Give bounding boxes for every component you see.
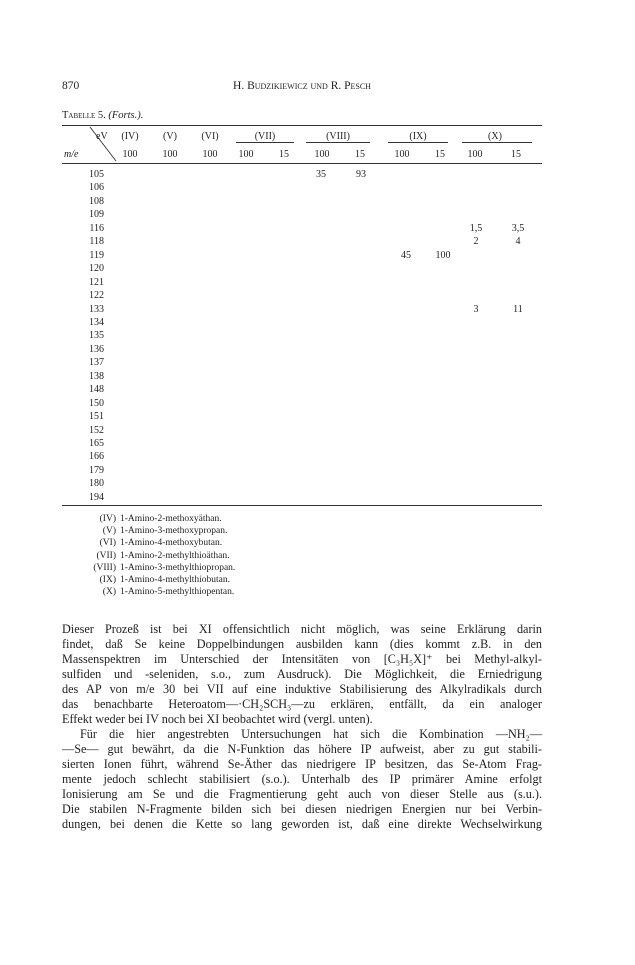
- corner-mle-label: m/e: [64, 149, 79, 160]
- body-line: —Se— gut bewährt, da die N-Funktion das höhere IP aufweist, aber zu gut stabili-: [62, 742, 542, 756]
- group-rule-x: [462, 142, 532, 143]
- mz-label: 118: [89, 236, 104, 248]
- col-compound-vi: (VI): [201, 131, 219, 142]
- mz-label: 105: [89, 169, 104, 180]
- col-compound-vii: (VII): [254, 131, 276, 142]
- table-cell: 93: [356, 169, 366, 180]
- body-line: Ionisierung am Se und die Fragmentierung geht auch von dieser Stelle aus (s.u.).: [62, 787, 542, 801]
- page-header: [62, 80, 542, 96]
- legend-name: 1-Amino-2-methylthioäthan.: [120, 550, 230, 561]
- col-ev-x-15: 15: [511, 149, 521, 160]
- mz-label: 166: [89, 451, 104, 463]
- legend-row: [62, 550, 362, 562]
- body-line: des AP von m/e 30 bei VII auf eine induktive Stabilisierung des Alkylradikals durch: [62, 682, 542, 696]
- mz-label: 109: [89, 209, 104, 221]
- mz-label: 150: [89, 397, 104, 409]
- col-compound-x: (X): [488, 131, 502, 142]
- mz-label: 148: [89, 384, 104, 396]
- col-ev-vii-100: 100: [238, 149, 254, 160]
- mz-label: 135: [89, 330, 104, 342]
- legend-name: 1-Amino-4-methylthiobutan.: [120, 574, 231, 585]
- legend-name: 1-Amino-5-methylthiopentan.: [120, 587, 235, 598]
- body-line: dungen, bei denen die Kette so lang geworden ist, daß eine direkte Wechselwirkung: [62, 817, 542, 831]
- table-cell: 3: [473, 303, 479, 315]
- mz-label: 120: [89, 263, 104, 275]
- legend-row: [62, 537, 362, 549]
- body-line: Die stabilen N-Fragmente bilden sich bei diesen niedrigen Energien nur bei Verbin-: [62, 802, 542, 816]
- mz-label: 137: [89, 357, 104, 369]
- legend-name: 1-Amino-3-methylthiopropan.: [120, 562, 236, 573]
- body-line: mente jedoch schlecht stabilisiert (s.o.). Unterhalb des IP primärer Amine erfolgt: [62, 772, 542, 786]
- table-cell: 3,5: [511, 222, 525, 234]
- corner-ev-label: eV: [96, 131, 108, 142]
- legend-name: 1-Amino-2-methoxyäthan.: [120, 514, 222, 524]
- mz-label: 133: [89, 303, 104, 315]
- legend-name: 1-Amino-3-methoxypropan.: [120, 526, 228, 537]
- mz-label: 116: [89, 222, 104, 234]
- col-ev-v: 100: [162, 149, 178, 160]
- col-ev-ix-100: 100: [394, 149, 410, 160]
- table-caption-suffix: (Forts.).: [108, 110, 144, 121]
- mz-label: 134: [89, 316, 104, 328]
- mz-label: 119: [89, 249, 104, 261]
- mz-label: 136: [89, 343, 104, 355]
- legend-row: [62, 525, 362, 537]
- body-line: sulfiden und -seleniden, s.o., zum Ausdruck). Die Möglichkeit, die Erniedrigung: [62, 667, 542, 681]
- col-ev-x-100: 100: [467, 149, 483, 160]
- col-compound-ix: (IX): [409, 131, 427, 142]
- table-cell: 100: [435, 249, 451, 261]
- legend-row: [62, 562, 362, 574]
- legend-row: [62, 586, 362, 598]
- table-top-rule: [62, 125, 542, 126]
- legend-code: (IV): [99, 514, 116, 524]
- mz-label: 121: [89, 276, 104, 288]
- table-caption-label: Tabelle 5.: [62, 110, 106, 121]
- table-cell: 45: [401, 249, 411, 261]
- body-line: sierten Ionen führt, während Se-Äther das niedrigere IP besitzen, das Se-Atom Frag-: [62, 757, 542, 771]
- col-compound-iv: (IV): [121, 131, 139, 142]
- compound-legend: [62, 513, 362, 598]
- table-bottom-rule: [62, 505, 542, 506]
- group-rule-viii: [306, 142, 370, 143]
- col-ev-vi: 100: [202, 149, 218, 160]
- col-ev-viii-100: 100: [314, 149, 330, 160]
- legend-code: (VI): [99, 538, 116, 549]
- body-line: Effekt weder bei IV noch bei XI beobachtet wird (vergl. unten).: [62, 712, 373, 726]
- legend-row: [62, 574, 362, 586]
- legend-code: (VIII): [93, 562, 116, 573]
- body-line: das benachbarte Heteroatom—·CH₂SCH₃—zu erklären, entfällt, da ein analoger: [62, 697, 542, 711]
- running-head: H. Budzikiewicz und R. Pesch: [233, 80, 371, 92]
- col-ev-ix-15: 15: [435, 149, 445, 160]
- table-cell: 11: [513, 303, 523, 315]
- col-ev-viii-15: 15: [355, 149, 365, 160]
- mz-label: 106: [89, 182, 104, 194]
- legend-code: (V): [102, 526, 116, 537]
- group-rule-vii: [236, 142, 294, 143]
- table-cell: 35: [316, 169, 326, 180]
- mz-label: 151: [89, 411, 104, 423]
- legend-code: (VII): [96, 550, 116, 561]
- table-cell: 4: [515, 236, 521, 248]
- mz-label: 138: [89, 370, 104, 382]
- body-line: Dieser Prozeß ist bei XI offensichtlich nicht möglich, was seine Erklärung darin: [62, 622, 542, 636]
- body-line: Massenspektren im Unterschied der Intensitäten von [C₃H₅X]⁺ bei Methyl-alkyl-: [62, 652, 542, 666]
- legend-row: [62, 513, 362, 525]
- mz-label: 122: [89, 290, 104, 302]
- col-ev-iv: 100: [122, 149, 138, 160]
- col-ev-vii-15: 15: [279, 149, 289, 160]
- body-line: findet, daß Se keine Doppelbindungen ausbilden kann (dies kommt z.B. in den: [62, 637, 542, 651]
- mz-label: 194: [89, 491, 104, 503]
- body-text: [62, 622, 542, 832]
- legend-code: (X): [102, 587, 116, 598]
- table-head-rule: [62, 163, 542, 164]
- mz-label: 165: [89, 438, 104, 449]
- col-compound-v: (V): [163, 131, 177, 142]
- legend-code: (IX): [99, 574, 116, 585]
- mz-label: 108: [89, 195, 104, 207]
- mz-label: 179: [89, 464, 104, 476]
- legend-name: 1-Amino-4-methoxybutan.: [120, 538, 223, 549]
- mz-label: 152: [89, 424, 104, 436]
- table-cell: 1,5: [469, 222, 483, 234]
- group-rule-ix: [388, 142, 448, 143]
- col-compound-viii: (VIII): [326, 131, 350, 142]
- table-caption: [62, 110, 143, 121]
- mz-label: 180: [89, 478, 104, 490]
- table-cell: 2: [473, 236, 479, 248]
- body-line: Für die hier angestrebten Untersuchungen hat sich die Kombination —NH₂—: [80, 727, 542, 741]
- page-number: 870: [62, 80, 80, 92]
